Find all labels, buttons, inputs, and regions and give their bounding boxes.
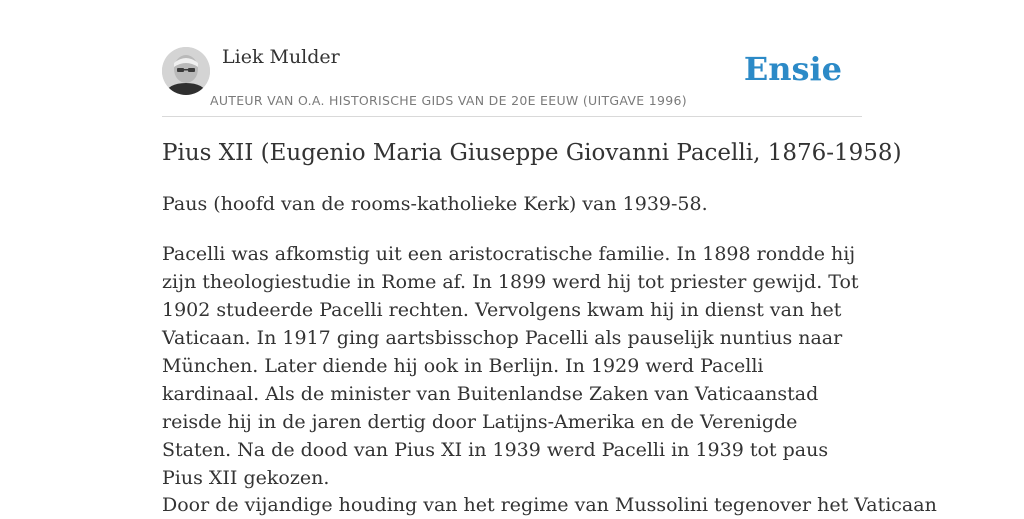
- brand-logo[interactable]: Ensie: [743, 50, 842, 88]
- author-subtitle: AUTEUR VAN O.A. HISTORISCHE GIDS VAN DE 20E EEUW (UITGAVE 1996): [210, 93, 687, 108]
- author-photo-icon: [162, 47, 210, 95]
- page-container: [162, 0, 937, 516]
- author-header: [162, 0, 862, 117]
- article-paragraph: Door de vijandige houding van het regime van Mussolini tegenover het Vaticaan: [162, 494, 937, 516]
- article-lead: Paus (hoofd van de rooms-katholieke Kerk) van 1939-58.: [162, 193, 708, 215]
- article-title: Pius XII (Eugenio Maria Giuseppe Giovanni Pacelli, 1876-1958): [162, 140, 902, 166]
- author-avatar[interactable]: [162, 47, 210, 95]
- article-paragraph: Pacelli was afkomstig uit een aristocratische familie. In 1898 rondde hij zijn theologiestudie in Rome af. In 1899 werd hij tot priester gewijd. Tot 1902 studeerde Pacelli rechten. Vervolgens kwam hij in dienst van het Vaticaan. In 1917 ging aartsbisschop Pacelli als pauselijk nuntius naar München. Later diende hij ook in Berlijn. In 1929 werd Pacelli kardinaal. Als de minister van Buitenlandse Zaken van Vaticaanstad reisde hij in de jaren dertig door Latijns-Amerika en de Verenigde Staten. Na de dood van Pius XI in 1939 werd Pacelli in 1939 tot paus Pius XII gekozen.: [162, 243, 859, 489]
- author-name[interactable]: Liek Mulder: [222, 46, 340, 68]
